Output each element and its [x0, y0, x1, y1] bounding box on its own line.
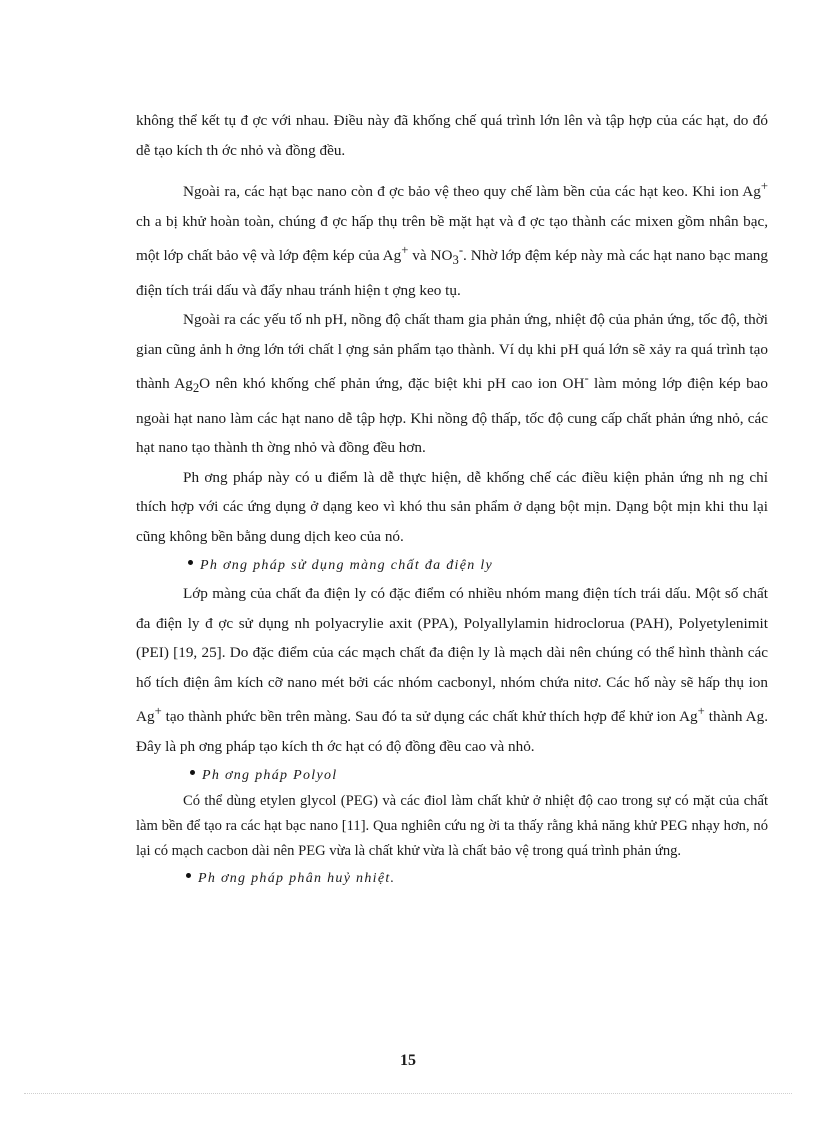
paragraph-colloid-protection: Ngoài ra, các hạt bạc nano còn đ ợc bảo vệ theo quy chế làm bền của các hạt keo. Khi ion Ag+ ch a bị khử hoàn toàn, chúng đ ợc hấp thụ trên bề mặt hạt và đ ợc tạo thành các mixen gồm nhân bạc, một lớp chất bảo vệ và lớp đệm kép của Ag+ và $NO_3^-$. Nhờ lớp đệm kép này mà các hạt nano bạc mang điện tích trái dấu và đẩy nhau tránh hiện t ợng keo tụ. — [136, 179, 768, 299]
paragraph-polyol: Có thể dùng etylen glycol (PEG) và các điol làm chất khử ở nhiệt độ cao trong sự có mặt của chất làm bền để tạo ra các hạt bạc nano [11]. Qua nghiên cứu ng ời ta thấy rằng khả năng khử PEG nhạy hơn, nó lại có mạch cacbon dài nên PEG vừa là chất khử vừa là chất bảo vệ trong quá trình phản ứng. — [136, 793, 768, 860]
bullet-icon — [188, 560, 193, 565]
page-bottom-divider — [24, 1093, 792, 1094]
page-number: 15 — [400, 1052, 416, 1069]
paragraph-factors: Ngoài ra các yếu tố nh pH, nồng độ chất tham gia phản ứng, nhiệt độ của phản ứng, tốc độ, thời gian cũng ảnh h ởng lớn tới chất l ợng sản phẩm tạo thành. Ví dụ khi pH quá lớn sẽ xảy ra quá trình tạo thành $Ag_2O$ nên khó khống chế phản ứng, đặc biệt khi pH cao ion OH- làm mỏng lớp điện kép bao ngoài hạt nano làm các hạt nano dễ tập hợp. Khi nồng độ thấp, tốc độ cung cấp chất phản ứng nhỏ, các hạt nano tạo thành th ờng nhỏ và đồng đều hơn. — [136, 311, 769, 457]
page-body — [136, 106, 768, 892]
bullet-thermal-decomposition-heading: Ph ơng pháp phân huỷ nhiệt. — [136, 866, 768, 892]
bullet-icon — [186, 873, 191, 878]
bullet-polyol-heading: Ph ơng pháp Polyol — [136, 763, 768, 789]
paragraph-method-advantage: Ph ơng pháp này có u điểm là dễ thực hiện, dễ khống chế các điều kiện phản ứng nh ng chỉ thích hợp với các ứng dụng ở dạng keo vì khó thu sản phẩm ở dạng bột mịn. Dạng bột mịn khi thu lại cũng không bền bằng dung dịch keo của nó. — [136, 468, 768, 545]
bullet-icon — [190, 770, 195, 775]
paragraph-polyelectrolyte: Lớp màng của chất đa điện ly có đặc điểm có nhiều nhóm mang điện tích trái dấu. Một số chất đa điện ly đ ợc sử dụng nh polyacrylie axit (PPA), Polyallylamin hidroclorua (PAH), Polyetylenimit (PEI) [19, 25]. Do đặc điểm của các mạch chất đa điện ly là mạch dài nên chúng có thể hình thành các hố tích điện âm kích cỡ nano mét bởi các nhóm cacbonyl, nhóm chứa nitơ. Các hố này sẽ hấp thụ ion Ag+ tạo thành phức bền trên màng. Sau đó ta sử dụng các chất khử thích hợp để khử ion Ag+ thành Ag. Đây là ph ơng pháp tạo kích th ớc hạt có độ đồng đều cao và nhỏ. — [136, 585, 768, 755]
bullet-polyelectrolyte-heading: Ph ơng pháp sử dụng màng chất đa điện ly — [136, 553, 768, 579]
paragraph-continuation: không thể kết tụ đ ợc với nhau. Điều này đã khống chế quá trình lớn lên và tập hợp của các hạt, do đó dễ tạo kích th ớc nhỏ và đồng đều. — [136, 112, 768, 159]
